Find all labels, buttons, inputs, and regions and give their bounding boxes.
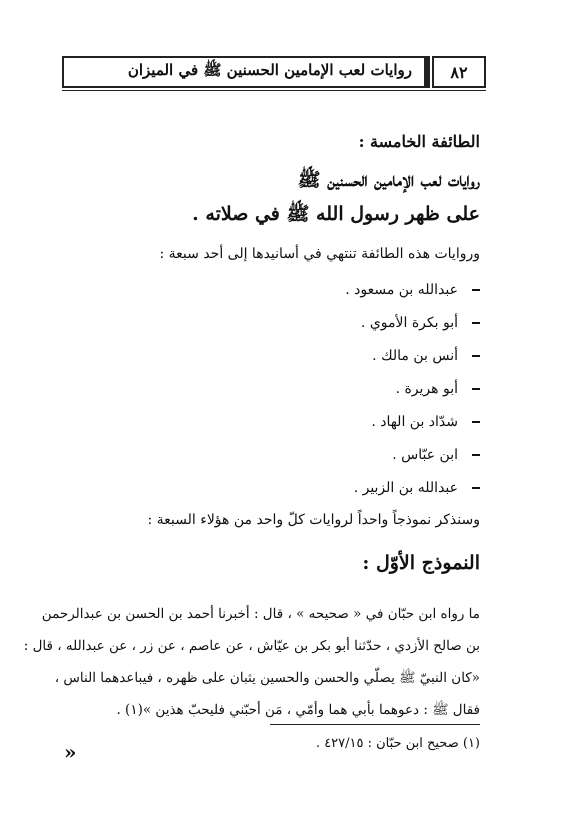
list-item-text: عبدالله بن مسعود . [345, 282, 458, 298]
list-item [354, 480, 480, 496]
footnote: (١) صحيح ابن حبّان : ٤٢٧/١٥ . [315, 736, 480, 751]
list-item [396, 381, 480, 397]
hadith-paragraph [23, 598, 480, 726]
paragraph-line: بن صالح الأزدي ، حدّثنا أبو بكر بن عيّاش ، عن عاصم ، عن زر ، عن عبدالله ، قال : [23, 638, 480, 654]
paragraph-line: ما رواه ابن حبّان في « صحيحه » ، قال : أخبرنا أحمد بن الحسن بن عبدالرحمن [41, 606, 480, 622]
bullet-dash [472, 421, 480, 423]
running-header [62, 56, 486, 90]
section-label: الطائفة الخامسة : [358, 132, 480, 151]
outro-text: وسنذكر نموذجاً واحداً لروايات كلّ واحد من هؤلاء السبعة : [147, 512, 480, 528]
bullet-dash [472, 355, 480, 357]
continuation-mark: « [64, 740, 77, 764]
section-title-line1: روايات لعب الإمامين الحسنين ﷺ [297, 169, 480, 191]
list-item [392, 447, 480, 463]
list-item-text: ابن عبّاس . [392, 447, 458, 463]
paragraph-line: فقال ﷺ : دعوهما بأبي هما وأمّي ، مَن أحبّني فليحبّ هذين »(١) . [116, 702, 480, 718]
bullet-dash [472, 322, 480, 324]
bullet-dash [472, 388, 480, 390]
bullet-dash [472, 289, 480, 291]
page-number-text: ٨٢ [450, 62, 468, 82]
list-item [361, 315, 480, 331]
intro-text: وروايات هذه الطائفة تنتهي في أسانيدها إلى أحد سبعة : [159, 246, 480, 262]
header-rule [62, 90, 486, 91]
list-item [371, 414, 480, 430]
list-item [345, 282, 480, 298]
list-item-text: أبو بكرة الأموي . [360, 315, 458, 331]
bullet-dash [472, 454, 480, 456]
running-title [62, 56, 426, 88]
paragraph-line: «كان النبيّ ﷺ يصلّي والحسن والحسين يثبان على ظهره ، فيباعدهما الناس ، [54, 670, 480, 686]
list-item-text: أبو هريرة . [395, 381, 458, 397]
bullet-dash [472, 487, 480, 489]
model-heading: النموذج الأوّل : [362, 552, 480, 574]
running-title-text: روايات لعب الإمامين الحسنين ﷺ في الميزان [127, 61, 412, 79]
list-item-text: عبدالله بن الزبير . [353, 480, 458, 496]
page-number [432, 56, 486, 88]
header-divider [426, 56, 430, 88]
list-item-text: شدّاد بن الهاد . [371, 414, 458, 430]
footnote-rule [270, 724, 480, 725]
section-title-line2: على ظهر رسول الله ﷺ في صلاته . [192, 203, 480, 225]
list-item-text: أنس بن مالك . [372, 348, 458, 364]
list-item [372, 348, 480, 364]
